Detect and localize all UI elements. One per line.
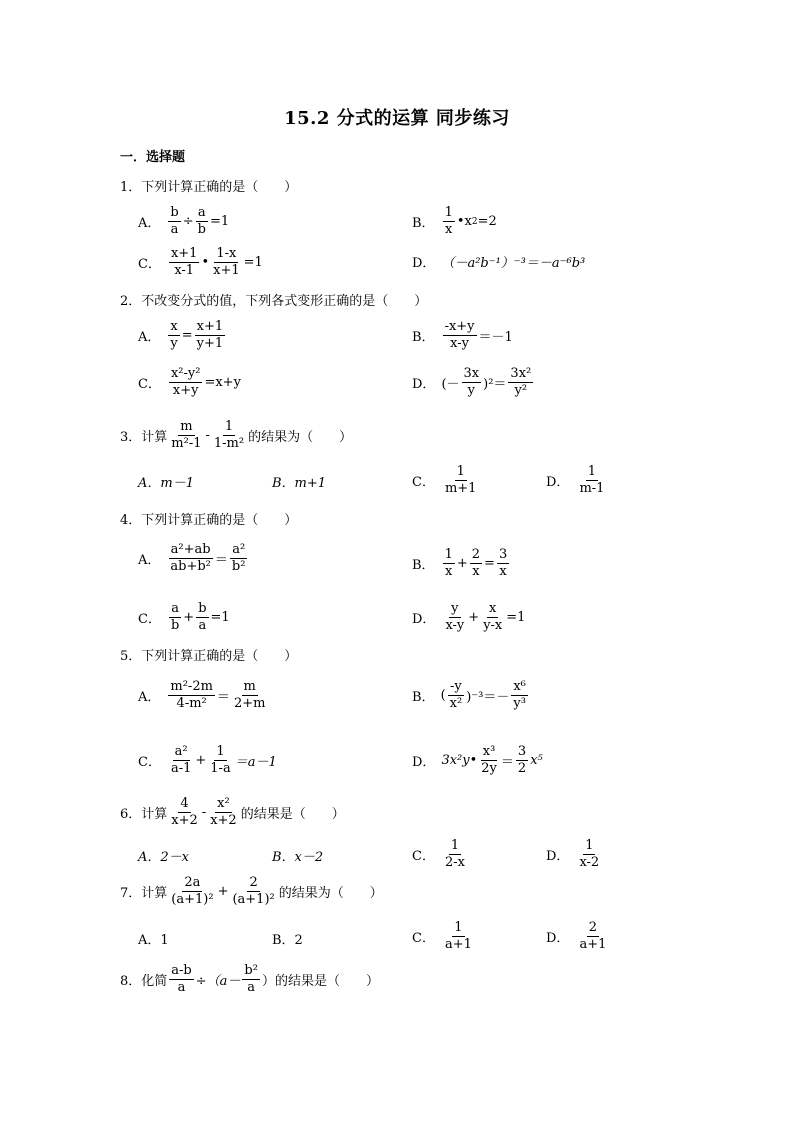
question-8-stem — [120, 964, 379, 995]
q5-option-c — [138, 745, 277, 776]
fraction: $\frac{1}{x}$ — [444, 205, 453, 237]
fraction: $\frac{\text{m²-2m}}{\text{4-m²}}$ — [170, 679, 213, 711]
fraction: $\frac{\text{a²+ab}}{\text{ab+b²}}$ — [170, 542, 211, 574]
question-6-stem — [120, 797, 345, 828]
expression-tail: =1 — [209, 214, 230, 229]
q7-option-c — [412, 921, 476, 952]
fraction: $\frac{-x+y}{x-y}$ — [444, 319, 475, 351]
expression-pre: (－ — [441, 377, 460, 392]
fraction: $\frac{m}{\text{m²-1}}$ — [171, 419, 202, 451]
q6-option-c — [412, 839, 469, 870]
option-label: A． — [138, 330, 161, 345]
expression-pre: 3x²y• — [441, 753, 478, 768]
fraction: $\frac{\text{x³}}{2y}$ — [481, 744, 497, 776]
q4-option-a — [138, 543, 249, 574]
option-label: D． — [546, 475, 570, 490]
q7-option-b: B．2 — [272, 933, 303, 948]
q3-option-d — [546, 465, 608, 496]
expression-tail: =1 — [506, 610, 526, 625]
question-5-stem: 5．下列计算正确的是（ ） — [120, 649, 298, 664]
q3-option-c — [412, 465, 480, 496]
fraction: $\frac{1}{x-2}$ — [579, 838, 600, 870]
exponent: 2 — [471, 216, 478, 227]
fraction: $\frac{-y}{\text{x²}}$ — [449, 679, 463, 711]
fraction: $\frac{2}{a+1}$ — [579, 920, 607, 952]
operator: + — [468, 610, 480, 625]
expression-mid: •x — [456, 214, 472, 229]
operator: ＝ — [500, 755, 514, 770]
stem-prefix: 3．计算 — [120, 430, 168, 445]
option-label: C． — [138, 612, 161, 627]
option-label: B． — [412, 690, 435, 705]
operator: + — [456, 556, 468, 571]
q7-option-d — [546, 921, 610, 952]
fraction: $\frac{3}{x}$ — [498, 547, 508, 579]
option-label: A． — [138, 553, 161, 568]
expression-tail: =2 — [477, 214, 497, 229]
q7-option-a: A．1 — [138, 933, 169, 948]
option-label: D． — [412, 256, 436, 271]
q5-option-d — [412, 745, 543, 776]
q6-option-b: B．x－2 — [272, 850, 324, 865]
option-label: A． — [138, 216, 161, 231]
q1-option-c — [138, 247, 263, 278]
fraction: $\frac{\text{3x²}}{\text{y²}}$ — [510, 366, 532, 398]
question-1-stem: 1．下列计算正确的是（ ） — [120, 180, 298, 195]
operator: = — [181, 328, 193, 343]
fraction: $\frac{y}{x-y}$ — [445, 601, 465, 633]
option-label: C． — [412, 931, 435, 946]
fraction: $\frac{3}{2}$ — [517, 744, 527, 776]
question-3-stem — [120, 420, 352, 451]
fraction: $\frac{3x}{y}$ — [463, 366, 480, 398]
q3-option-a: A．m－1 — [138, 476, 194, 491]
fraction: $\frac{b}{a}$ — [170, 205, 179, 237]
section-heading: 一．选择题 — [120, 150, 186, 165]
option-label: D． — [546, 931, 570, 946]
option-label: B． — [412, 216, 435, 231]
expression-tail: x⁵ — [530, 753, 543, 768]
question-2-stem: 2．不改变分式的值，下列各式变形正确的是（ ） — [120, 294, 428, 309]
q2-option-c — [138, 367, 241, 398]
fraction: $\frac{b}{a}$ — [198, 601, 207, 633]
operator: ＝ — [216, 690, 230, 705]
option-label: C． — [138, 257, 161, 272]
fraction: $\frac{x+1}{y+1}$ — [196, 319, 224, 351]
q1-option-d — [412, 252, 585, 271]
option-label: C． — [412, 475, 435, 490]
option-label: C． — [412, 849, 435, 864]
stem-prefix: 8．化简 — [120, 974, 168, 989]
expression-tail: =1 — [243, 255, 263, 270]
page-title: 15.2 分式的运算 同步练习 — [284, 108, 510, 129]
fraction: $\frac{1}{a+1}$ — [444, 920, 472, 952]
expression-tail: =x+y — [204, 375, 241, 390]
fraction: $\frac{1}{x}$ — [444, 547, 453, 579]
fraction: $\frac{1}{2-x}$ — [444, 838, 465, 870]
operator: + — [183, 610, 195, 625]
expression-mid: )⁻³＝－ — [466, 690, 510, 705]
fraction: $\frac{\text{a²}}{a-1}$ — [170, 744, 192, 776]
fraction: $\frac{x+1}{x-1}$ — [170, 246, 198, 278]
option-label: C． — [138, 755, 161, 770]
operator: + — [195, 753, 207, 768]
fraction: $\frac{a}{b}$ — [170, 601, 180, 633]
q2-option-d — [412, 367, 535, 398]
operator: + — [217, 884, 229, 899]
fraction: $\frac{\text{x²-y²}}{x+y}$ — [170, 366, 201, 398]
operator: ＝ — [214, 553, 228, 568]
expression-tail: =1 — [210, 610, 230, 625]
question-7-stem — [120, 876, 383, 907]
fraction: $\frac{\text{b²}}{a}$ — [244, 963, 258, 995]
option-label: D． — [412, 612, 436, 627]
stem-prefix: 6．计算 — [120, 807, 168, 822]
operator: ÷ — [182, 214, 194, 229]
expression-mid: )²＝ — [483, 377, 507, 392]
option-label: D． — [412, 377, 436, 392]
stem-prefix: 7．计算 — [120, 886, 168, 901]
operator: = — [484, 556, 495, 571]
option-label: A． — [138, 690, 161, 705]
fraction: $\frac{m}{2+m}$ — [233, 679, 266, 711]
fraction: $\frac{1-x}{x+1}$ — [213, 246, 240, 278]
q2-option-a — [138, 320, 227, 351]
q4-option-b — [412, 548, 511, 579]
stem-suffix: 的结果为（ ） — [278, 886, 383, 901]
operator: - — [201, 805, 207, 820]
question-4-stem: 4．下列计算正确的是（ ） — [120, 513, 298, 528]
option-label: C． — [138, 377, 161, 392]
q1-option-b — [412, 206, 497, 237]
q6-option-a: A．2－x — [138, 850, 189, 865]
fraction: $\frac{2}{\text{(a+1)²}}$ — [232, 875, 275, 907]
q5-option-b — [412, 680, 530, 711]
q4-option-d — [412, 602, 525, 633]
fraction: $\frac{1}{m+1}$ — [444, 464, 477, 496]
operator: - — [205, 428, 210, 443]
expression-tail: ＝a－1 — [234, 755, 277, 770]
option-label: D． — [412, 755, 436, 770]
stem-suffix: 的结果是（ ） — [240, 807, 345, 822]
option-label: B． — [412, 558, 435, 573]
q2-option-b — [412, 320, 513, 351]
fraction: $\frac{2}{x}$ — [471, 547, 481, 579]
fraction: $\frac{1}{1-a}$ — [210, 744, 231, 776]
stem-suffix: 的结果为（ ） — [248, 430, 353, 445]
fraction: $\frac{x}{y}$ — [170, 319, 178, 351]
expression-pre: ( — [440, 688, 446, 703]
fraction: $\frac{2a}{\text{(a+1)²}}$ — [171, 875, 214, 907]
fraction: $\frac{a-b}{a}$ — [171, 963, 192, 995]
expression-mid: ÷（a－ — [195, 974, 241, 989]
option-label: B． — [412, 330, 435, 345]
q5-option-a — [138, 680, 269, 711]
q4-option-c — [138, 602, 230, 633]
fraction: $\frac{\text{x⁶}}{\text{y³}}$ — [513, 679, 526, 711]
expression: （－a²b⁻¹）⁻³＝－a⁻⁶b³ — [441, 256, 586, 271]
q3-option-b: B．m+1 — [272, 476, 327, 491]
operator: • — [201, 255, 210, 270]
fraction: $\frac{\text{x²}}{x+2}$ — [210, 796, 237, 828]
fraction: $\frac{\text{a²}}{\text{b²}}$ — [231, 542, 246, 574]
q6-option-d — [546, 839, 603, 870]
fraction: $\frac{x}{y-x}$ — [483, 601, 503, 633]
q1-option-a — [138, 206, 229, 237]
stem-suffix: ）的结果是（ ） — [261, 974, 379, 989]
fraction: $\frac{1}{\text{1-m²}}$ — [213, 419, 245, 451]
fraction: $\frac{1}{m-1}$ — [579, 464, 605, 496]
fraction: $\frac{4}{x+2}$ — [171, 796, 198, 828]
option-label: D． — [546, 849, 570, 864]
fraction: $\frac{a}{b}$ — [197, 205, 206, 237]
expression-tail: ＝－1 — [478, 330, 513, 345]
